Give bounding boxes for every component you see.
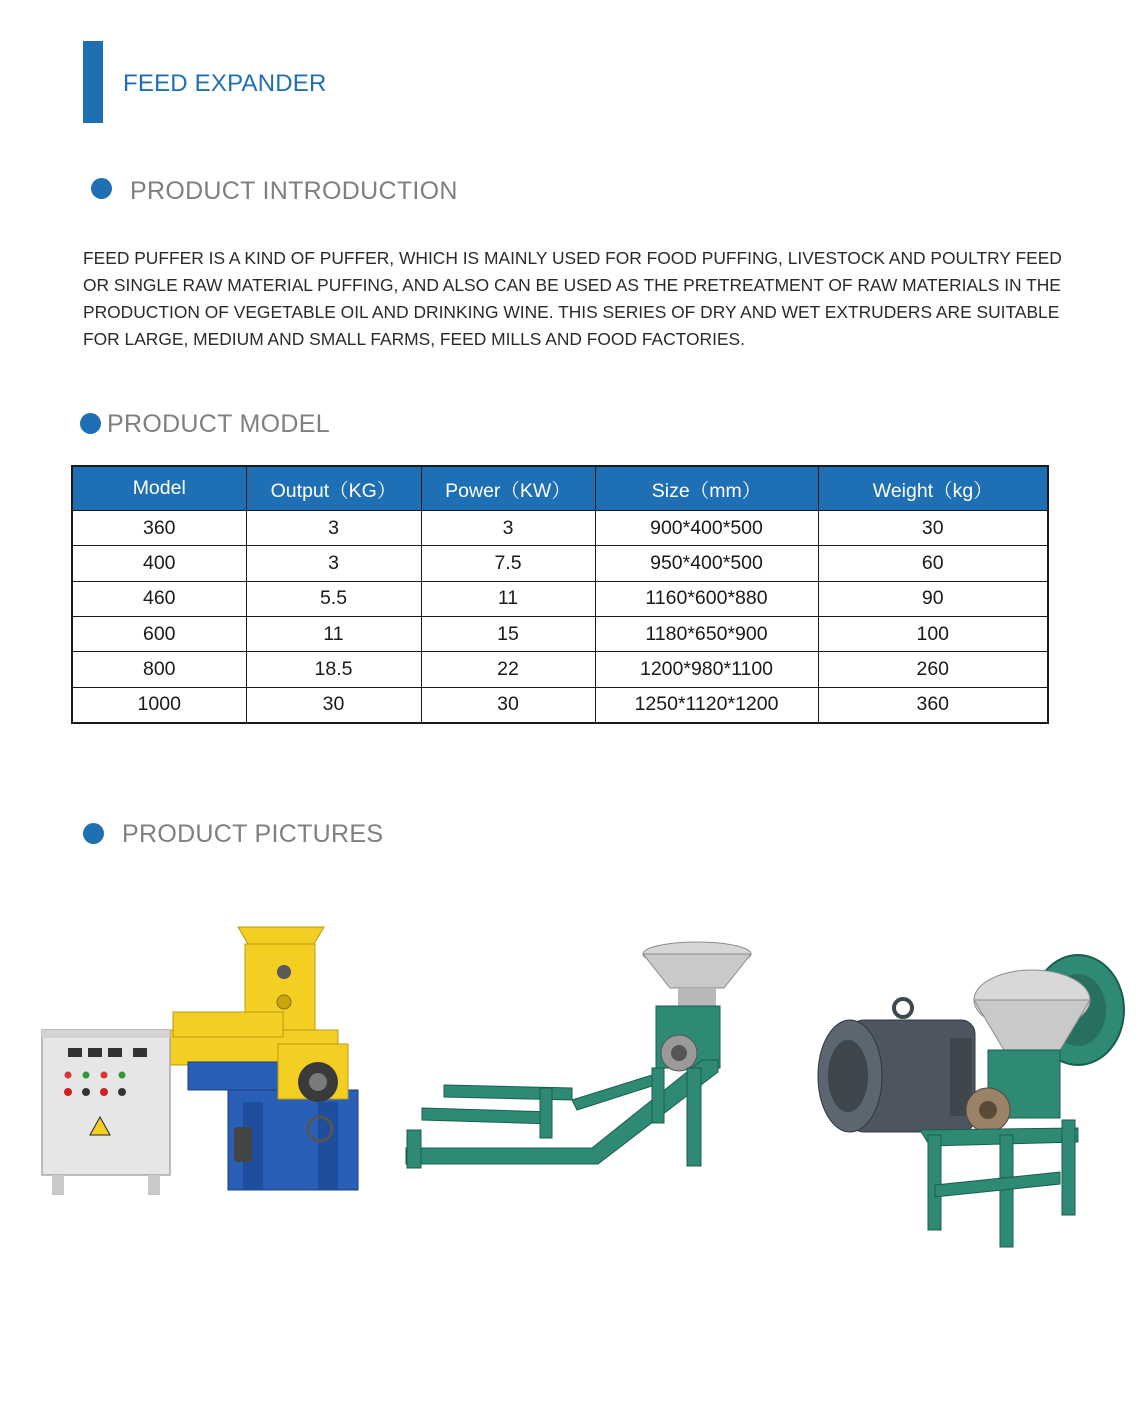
cell-model: 400: [72, 546, 246, 581]
cell-output: 30: [246, 687, 421, 723]
cell-model: 1000: [72, 687, 246, 723]
column-header: Power（KW）: [421, 466, 595, 511]
cell-power: 3: [421, 511, 595, 546]
title-accent-bar: [83, 41, 103, 123]
product-picture-green-frame-puffer: [402, 940, 754, 1190]
cell-size: 950*400*500: [595, 546, 818, 581]
cell-size: 900*400*500: [595, 511, 818, 546]
table-row: [72, 616, 1048, 651]
cell-weight: 90: [818, 581, 1048, 616]
column-header: Weight（kg）: [818, 466, 1048, 511]
table-row: [72, 546, 1048, 581]
cell-power: 15: [421, 616, 595, 651]
table-row: [72, 511, 1048, 546]
cell-size: 1160*600*880: [595, 581, 818, 616]
bullet-icon: [91, 178, 112, 199]
cell-output: 3: [246, 546, 421, 581]
bullet-icon: [80, 413, 101, 434]
model-heading: PRODUCT MODEL: [107, 410, 330, 438]
cell-model: 600: [72, 616, 246, 651]
table-row: [72, 687, 1048, 723]
table-header-row: [72, 466, 1048, 511]
product-picture-cabinet-extruder: [38, 922, 368, 1200]
cell-output: 18.5: [246, 652, 421, 687]
cell-size: 1250*1120*1200: [595, 687, 818, 723]
cell-weight: 360: [818, 687, 1048, 723]
cell-output: 3: [246, 511, 421, 546]
column-header: Output（KG）: [246, 466, 421, 511]
model-table: [71, 465, 1049, 724]
page-title: FEED EXPANDER: [123, 70, 327, 97]
cell-power: 7.5: [421, 546, 595, 581]
cell-weight: 60: [818, 546, 1048, 581]
intro-heading: PRODUCT INTRODUCTION: [130, 177, 458, 205]
table-row: [72, 652, 1048, 687]
intro-text: FEED PUFFER IS A KIND OF PUFFER, WHICH IS MAINLY USED FOR FOOD PUFFING, LIVESTOCK AND POULTRY FEED OR SINGLE RAW MATERIAL PUFFING, AND ALSO CAN BE USED AS THE PRETREATMENT OF RAW MATERIALS IN THE PRODUCTION OF VEGETABLE OIL AND DRINKING WINE. THIS SERIES OF DRY AND WET EXTRUDERS ARE SUITABLE FOR LARGE, MEDIUM AND SMALL FARMS, FEED MILLS AND FOOD FACTORIES.: [83, 248, 1062, 349]
product-picture-motor-puffer: [810, 950, 1128, 1252]
table-row: [72, 581, 1048, 616]
cell-model: 460: [72, 581, 246, 616]
cell-weight: 30: [818, 511, 1048, 546]
pictures-heading: PRODUCT PICTURES: [122, 820, 384, 848]
cell-power: 30: [421, 687, 595, 723]
column-header: Size（mm）: [595, 466, 818, 511]
cell-size: 1200*980*1100: [595, 652, 818, 687]
cell-model: 360: [72, 511, 246, 546]
cell-weight: 260: [818, 652, 1048, 687]
cell-output: 5.5: [246, 581, 421, 616]
cell-power: 11: [421, 581, 595, 616]
cell-output: 11: [246, 616, 421, 651]
cell-power: 22: [421, 652, 595, 687]
column-header: Model: [72, 466, 246, 511]
cell-size: 1180*650*900: [595, 616, 818, 651]
cell-weight: 100: [818, 616, 1048, 651]
cell-model: 800: [72, 652, 246, 687]
bullet-icon: [83, 823, 104, 844]
